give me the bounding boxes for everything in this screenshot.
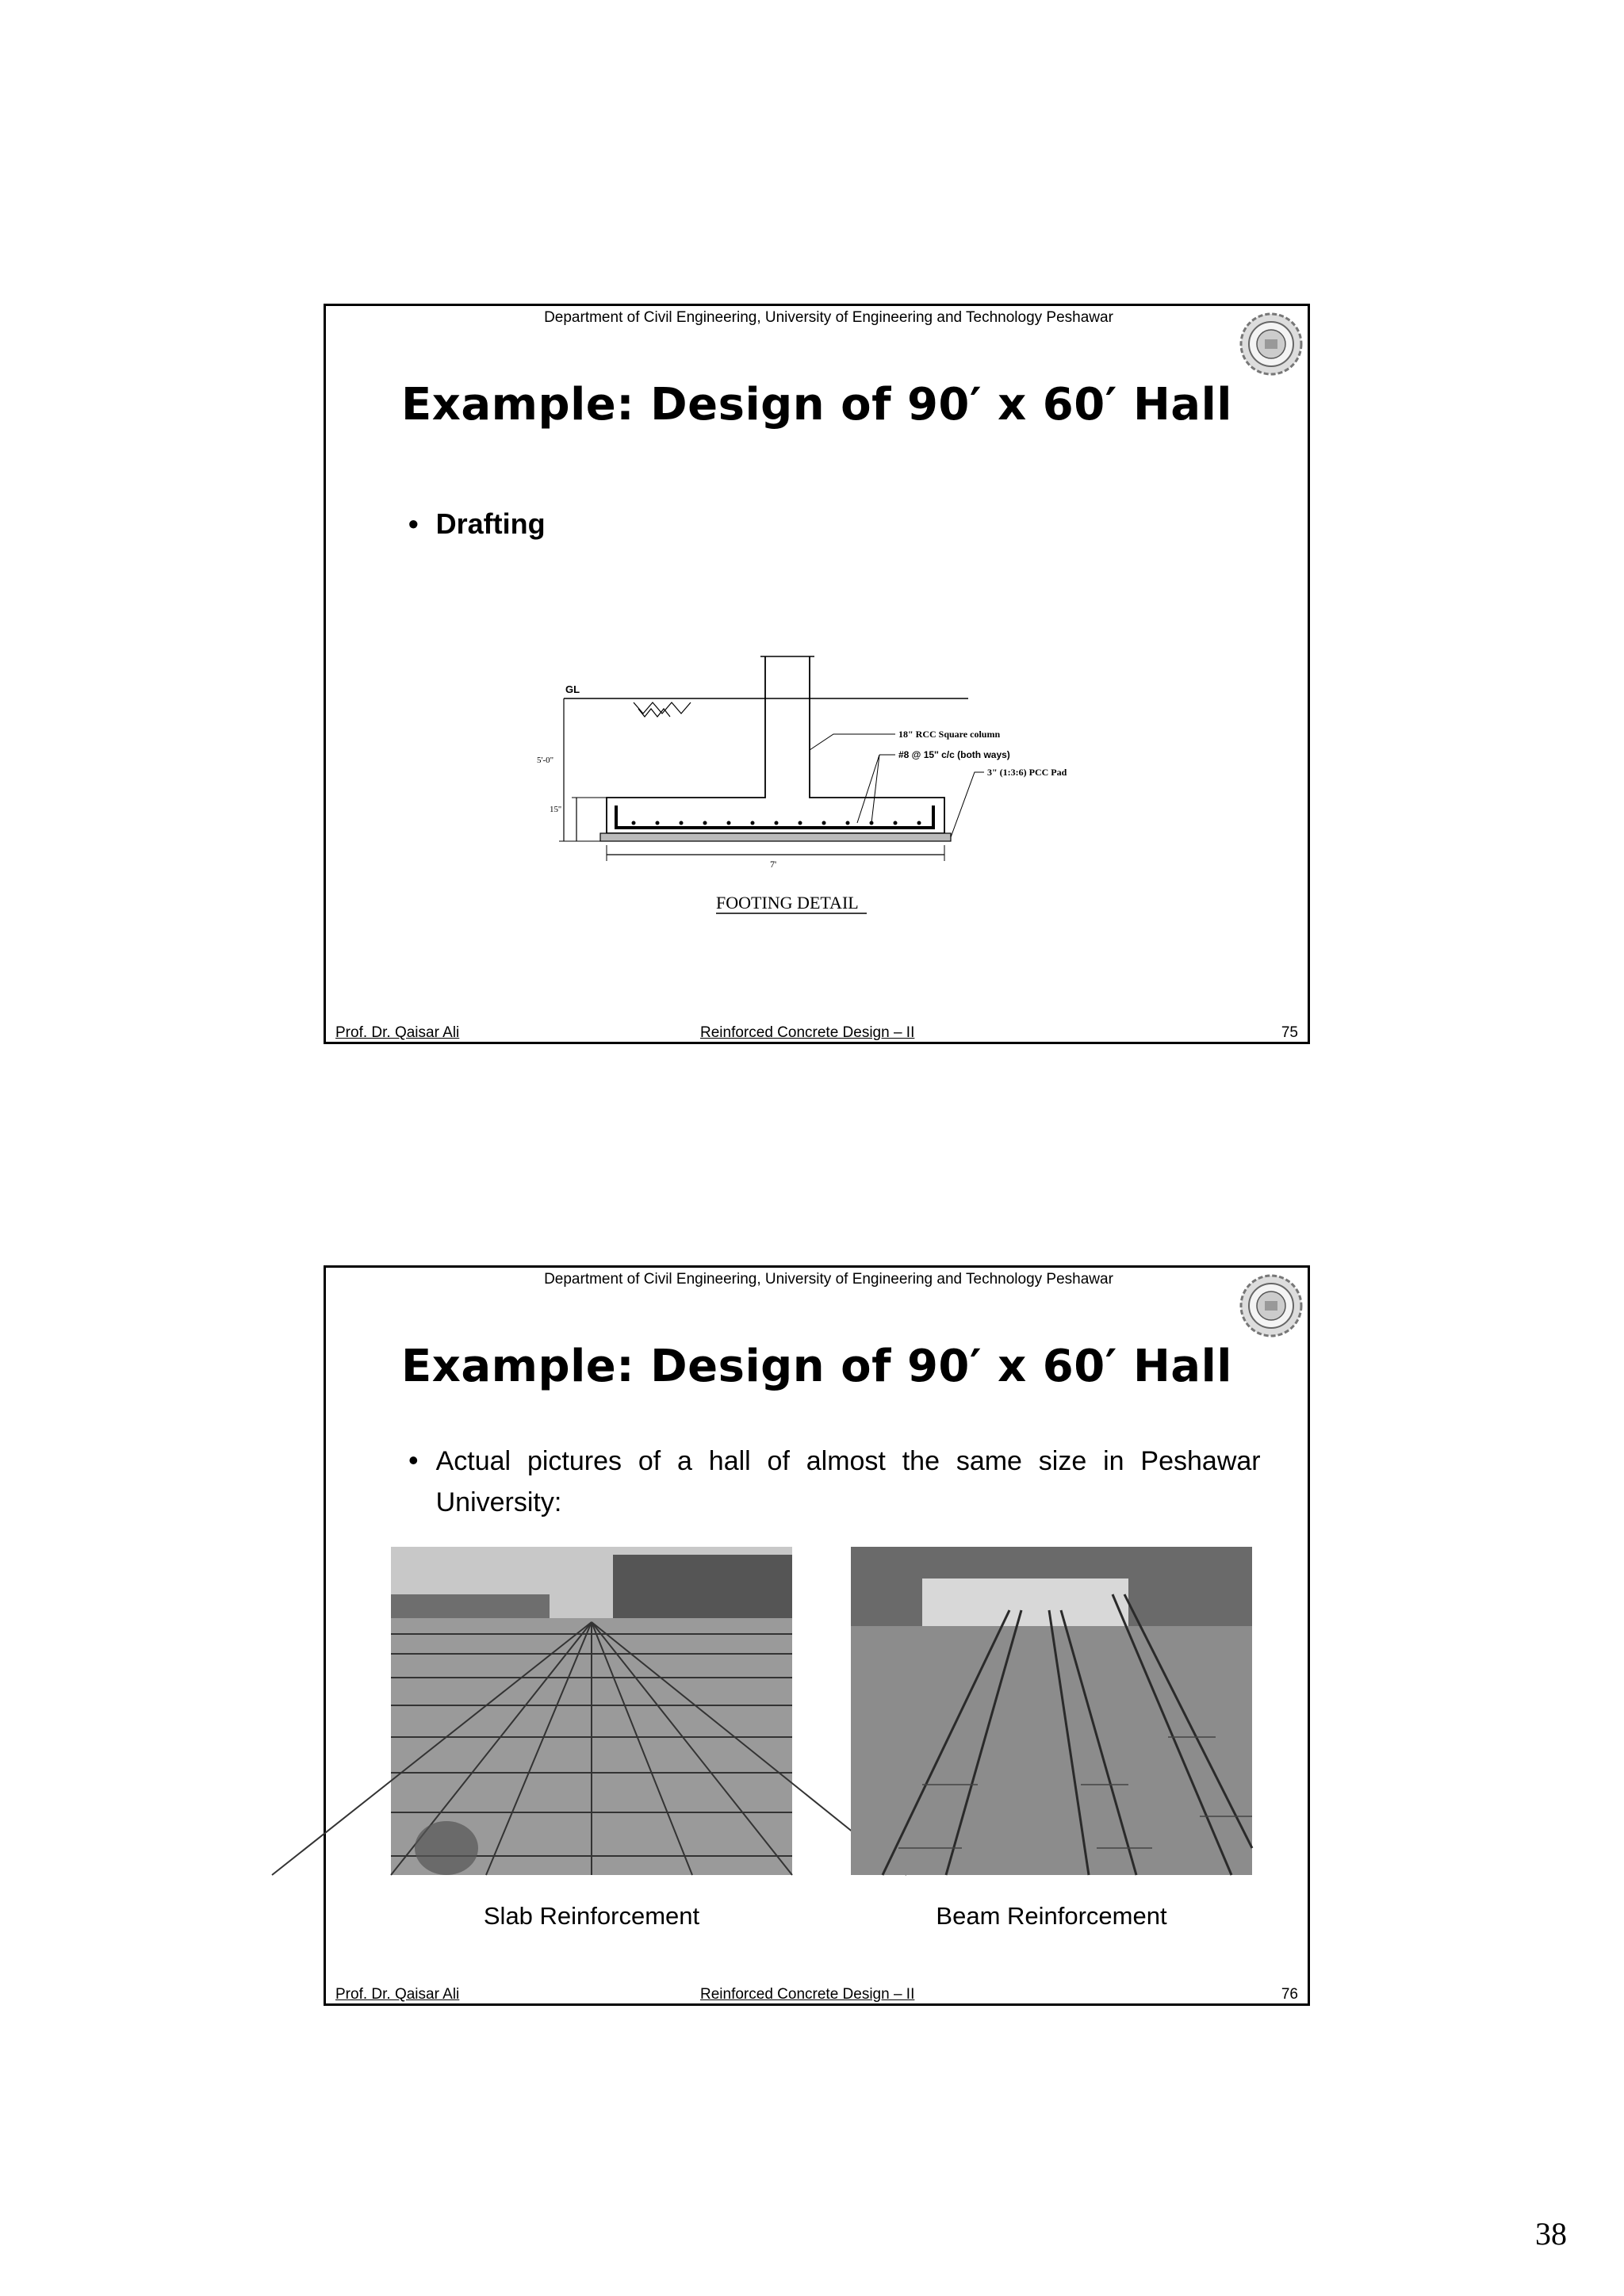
drawing-caption: FOOTING DETAIL (716, 893, 859, 913)
rebar-label: #8 @ 15'' c/c (both ways) (898, 749, 1010, 760)
bullet-text: Actual pictures of a hall of almost the same size in Peshawar University: (435, 1446, 1261, 1517)
gl-label: GL (565, 683, 580, 695)
slide-title: Example: Design of 90′ x 60′ Hall (401, 1341, 1232, 1392)
footer-course: Reinforced Concrete Design – II (700, 1986, 915, 2003)
column-label: 18" RCC Square column (898, 729, 1001, 740)
bullet-dot-icon: • (408, 507, 419, 540)
department-header: Department of Civil Engineering, University of Engineering and Technology Peshawar (544, 1271, 1113, 1288)
university-seal-icon (1238, 311, 1304, 377)
bullet-dot-icon: • (408, 1444, 419, 1476)
slide-76 (324, 1265, 1310, 2006)
slide-footer (326, 1024, 1308, 1042)
slide-75 (324, 304, 1310, 1044)
slide-title: Example: Design of 90′ x 60′ Hall (401, 379, 1232, 430)
department-header: Department of Civil Engineering, University of Engineering and Technology Peshawar (544, 309, 1113, 326)
bullet-item (408, 1441, 1261, 1523)
beam-caption: Beam Reinforcement (936, 1902, 1167, 1930)
bullet-text: Drafting (435, 507, 546, 540)
width-label: 7' (770, 859, 777, 870)
footer-author: Prof. Dr. Qaisar Ali (335, 1986, 460, 2003)
page-number: 38 (1535, 2216, 1567, 2252)
beam-reinforcement-photo (851, 1547, 1252, 1875)
thickness-label: 15'' (550, 805, 561, 814)
depth-label: 5'-0" (537, 756, 554, 765)
slab-caption: Slab Reinforcement (483, 1902, 700, 1930)
footing-detail-drawing (537, 647, 1127, 916)
university-seal-icon (1238, 1272, 1304, 1339)
bullet-item (408, 504, 546, 544)
slab-reinforcement-photo (391, 1547, 792, 1875)
slide-number: 76 (1281, 1986, 1298, 2003)
footer-author: Prof. Dr. Qaisar Ali (335, 1024, 460, 1041)
footer-course: Reinforced Concrete Design – II (700, 1024, 915, 1041)
slide-footer (326, 1986, 1308, 2003)
pad-label: 3" (1:3:6) PCC Pad (987, 767, 1067, 778)
slide-number: 75 (1281, 1024, 1298, 1041)
